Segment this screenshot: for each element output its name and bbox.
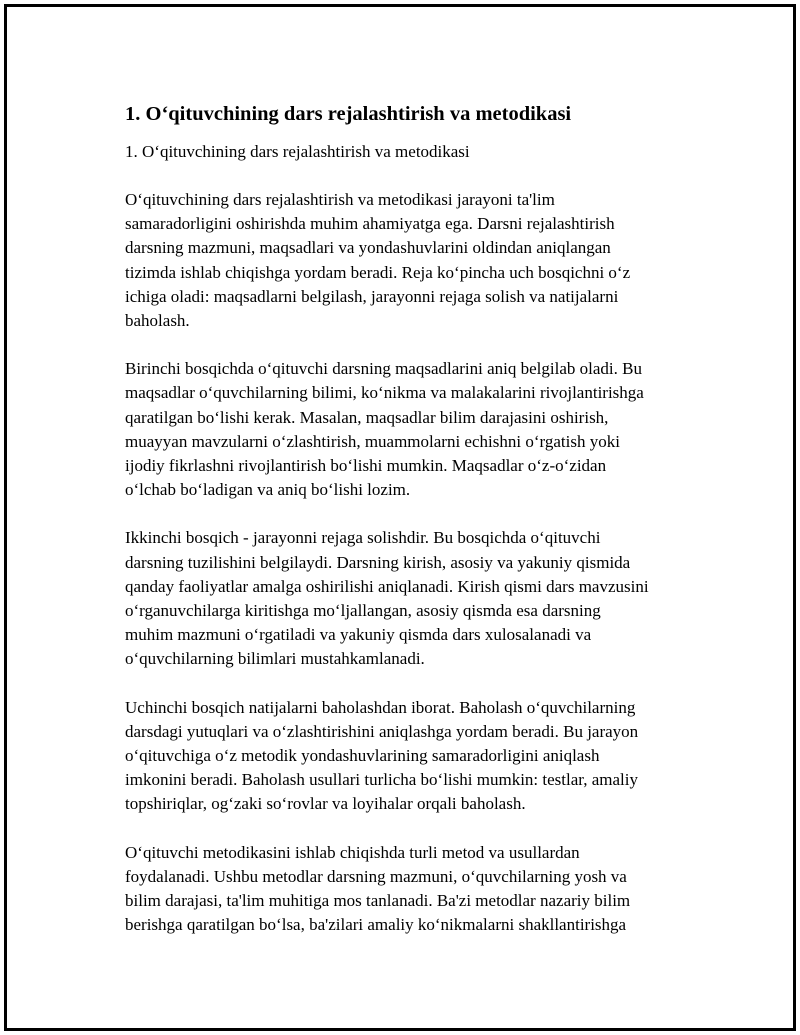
paragraph-line: Birinchi bosqichda oʻqituvchi darsning maqsadlarini aniq belgilab oladi. Bu bbox=[125, 359, 642, 379]
paragraph-line: imkonini beradi. Baholash usullari turlicha boʻlishi mumkin: testlar, amaliy bbox=[125, 770, 639, 790]
paragraph-line: muayyan mavzularni oʻzlashtirish, muammolarni echishni oʻrgatish yoki bbox=[125, 431, 620, 451]
document-title: 1. Oʻqituvchining dars rejalashtirish va metodikasi bbox=[125, 103, 572, 125]
paragraph-line: Ikkinchi bosqich - jarayonni rejaga solishdir. Bu bosqichda oʻqituvchi bbox=[125, 528, 601, 548]
paragraph bbox=[125, 841, 725, 938]
paragraph-list bbox=[125, 188, 725, 937]
paragraph bbox=[125, 188, 725, 333]
paragraph-line: tizimda ishlab chiqishga yordam beradi. Reja koʻpincha uch bosqichni oʻz bbox=[125, 262, 631, 282]
paragraph-line: foydalanadi. Ushbu metodlar darsning mazmuni, oʻquvchilarning yosh va bbox=[125, 866, 627, 886]
paragraph bbox=[125, 357, 725, 502]
paragraph-line: Uchinchi bosqich natijalarni baholashdan iborat. Baholash oʻquvchilarning bbox=[125, 697, 636, 717]
paragraph-line: Oʻqituvchining dars rejalashtirish va metodikasi jarayoni ta'lim bbox=[125, 190, 555, 209]
paragraph-line: qaratilgan boʻlishi kerak. Masalan, maqsadlar bilim darajasini oshirish, bbox=[125, 407, 609, 427]
paragraph-line: oʻquvchilarning bilimlari mustahkamlanadi. bbox=[125, 649, 425, 669]
paragraph-line: baholash. bbox=[125, 311, 190, 331]
paragraph-line: samaradorligini oshirishda muhim ahamiyatga ega. Darsni rejalashtirish bbox=[125, 214, 615, 234]
document-body bbox=[125, 101, 725, 937]
paragraph bbox=[125, 696, 725, 817]
paragraph-line: oʻqituvchiga oʻz metodik yondashuvlarining samaradorligini aniqlash bbox=[125, 746, 600, 766]
paragraph-line: oʻlchab boʻladigan va aniq boʻlishi lozim. bbox=[125, 480, 411, 500]
paragraph-line: ichiga oladi: maqsadlarni belgilash, jarayonni rejaga solish va natijalarni bbox=[125, 286, 619, 306]
paragraph-line: ijodiy fikrlashni rivojlantirish boʻlishi mumkin. Maqsadlar oʻz-oʻzidan bbox=[125, 456, 607, 476]
paragraph-line: oʻrganuvchilarga kiritishga moʻljallangan, asosiy qismda esa darsning bbox=[125, 601, 601, 621]
paragraph-line: qanday faoliyatlar amalga oshirilishi aniqlanadi. Kirish qismi dars mavzusini bbox=[125, 576, 649, 596]
page-frame bbox=[4, 4, 796, 1031]
paragraph-line: muhim mazmuni oʻrgatiladi va yakuniy qismda dars xulosalanadi va bbox=[125, 625, 592, 645]
paragraph-line: darsdagi yutuqlari va oʻzlashtirishini aniqlashga yordam beradi. Bu jarayon bbox=[125, 721, 639, 741]
paragraph bbox=[125, 526, 725, 671]
paragraph-line: Oʻqituvchi metodikasini ishlab chiqishda turli metod va usullardan bbox=[125, 842, 580, 862]
paragraph-line: darsning tuzilishini belgilaydi. Darsning kirish, asosiy va yakuniy qismida bbox=[125, 552, 631, 572]
paragraph-line: maqsadlar oʻquvchilarning bilimi, koʻnikma va malakalarini rivojlantirishga bbox=[125, 383, 644, 403]
paragraph-line: berishga qaratilgan boʻlsa, ba'zilari amaliy koʻnikmalarni shakllantirishga bbox=[125, 915, 627, 935]
document-subtitle: 1. Oʻqituvchining dars rejalashtirish va metodikasi bbox=[125, 142, 470, 161]
paragraph-line: bilim darajasi, ta'lim muhitiga mos tanlanadi. Ba'zi metodlar nazariy bilim bbox=[125, 891, 631, 911]
paragraph-line: darsning mazmuni, maqsadlari va yondashuvlarini oldindan aniqlangan bbox=[125, 238, 611, 258]
paragraph-line: topshiriqlar, ogʻzaki soʻrovlar va loyihalar orqali baholash. bbox=[125, 794, 526, 814]
